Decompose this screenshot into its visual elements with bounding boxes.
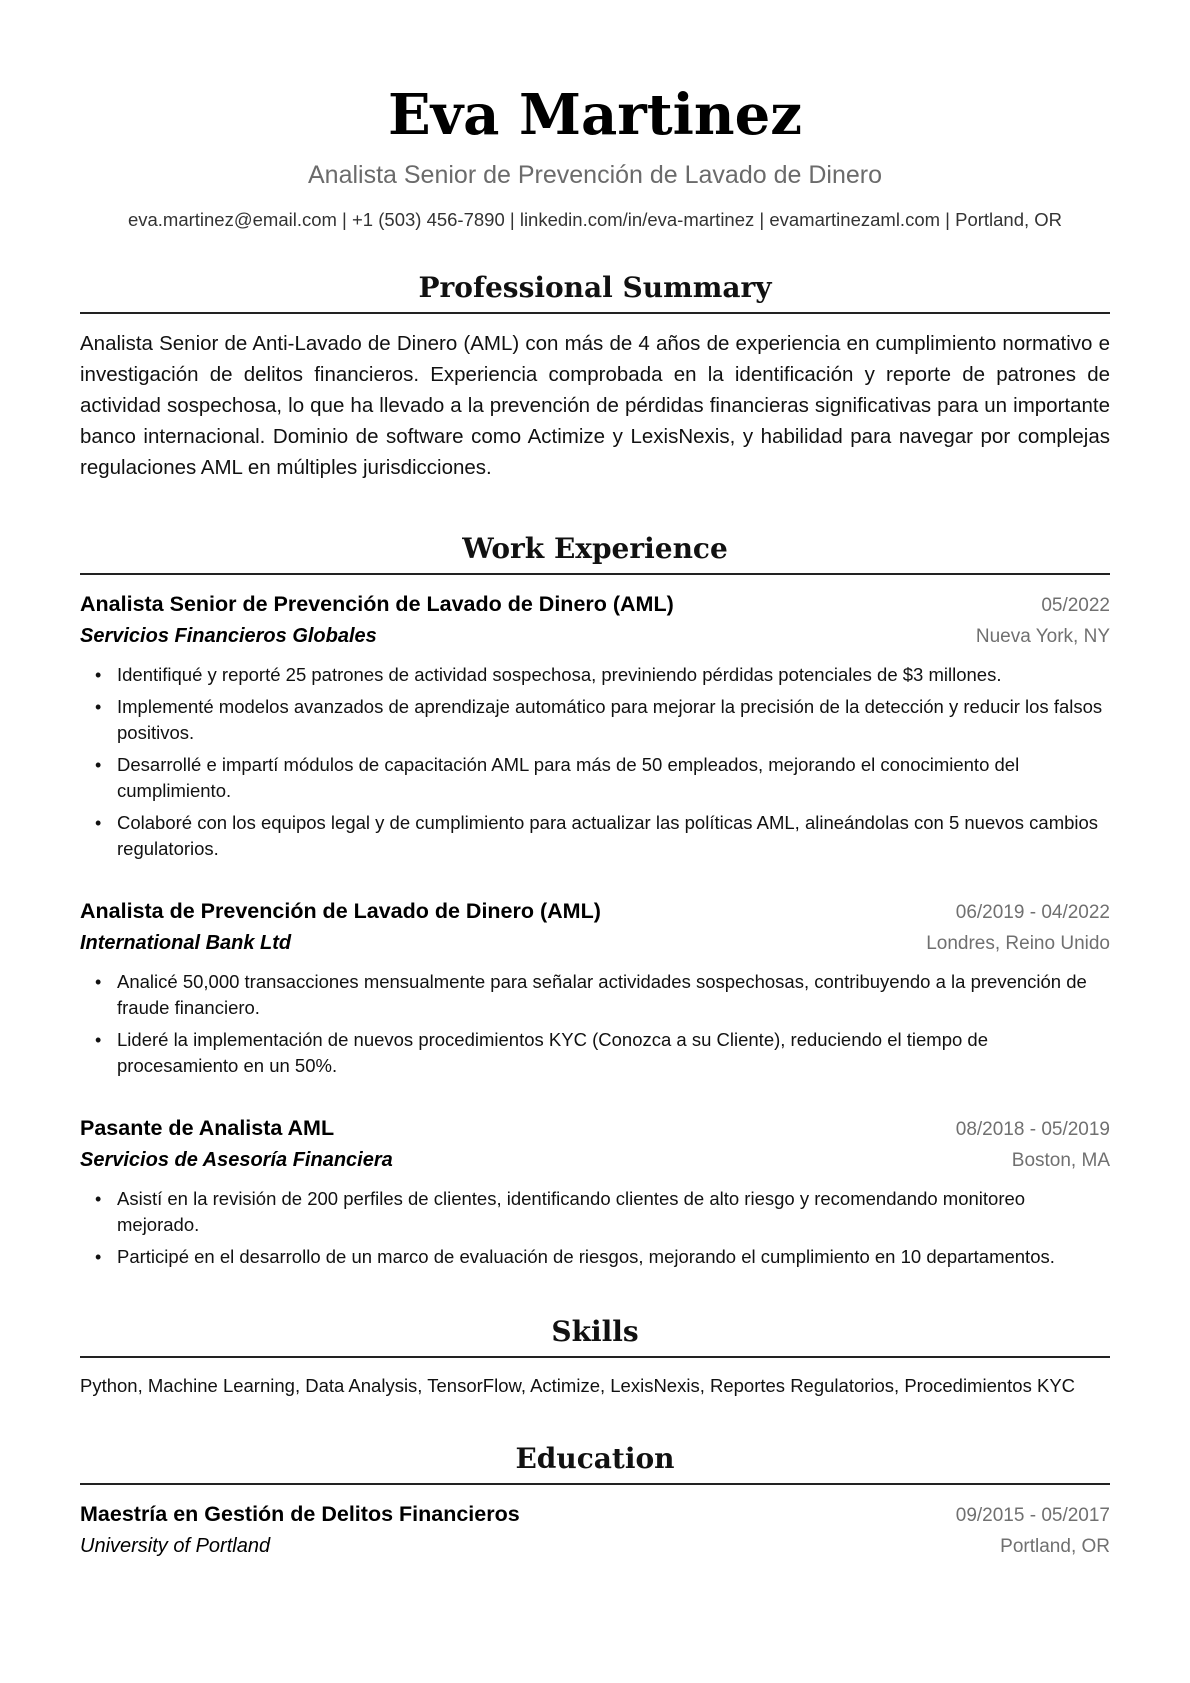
summary-section [80, 270, 1110, 483]
job-entry [80, 1113, 1110, 1270]
job-bullets [80, 1186, 1110, 1270]
job-date: 06/2019 - 04/2022 [955, 902, 1110, 923]
job-bullet: • Implementé modelos avanzados de aprendizaje automático para mejorar la precisión de la detección y reducir los falsos positivos. [80, 694, 1110, 746]
education-section [80, 1441, 1110, 1562]
job-bullets [80, 662, 1110, 862]
job-date: 05/2022 [1041, 595, 1110, 616]
job-role: Analista de Prevención de Lavado de Dinero (AML) [80, 899, 601, 923]
education-date: 09/2015 - 05/2017 [955, 1505, 1110, 1526]
job-location: Boston, MA [1011, 1150, 1110, 1171]
job-company: International Bank Ltd [80, 932, 292, 954]
job-bullet: • Analicé 50,000 transacciones mensualmente para señalar actividades sospechosas, contribuyendo a la prevención de fraude financiero. [80, 969, 1110, 1021]
job-company: Servicios de Asesoría Financiera [80, 1149, 393, 1171]
skills-section [80, 1314, 1110, 1399]
skills-list: Python, Machine Learning, Data Analysis, TensorFlow, Actimize, LexisNexis, Reportes Regulatorios, Procedimientos KYC [80, 1375, 1076, 1396]
job-bullet: • Desarrollé e impartí módulos de capacitación AML para más de 50 empleados, mejorando el conocimiento del cumplimiento. [80, 752, 1110, 804]
job-role: Pasante de Analista AML [80, 1116, 335, 1140]
candidate-title: Analista Senior de Prevención de Lavado de Dinero [308, 161, 882, 189]
job-location: Londres, Reino Unido [926, 933, 1110, 954]
job-entry [80, 896, 1110, 1079]
job-bullet: • Colaboré con los equipos legal y de cumplimiento para actualizar las políticas AML, alineándolas con 5 nuevos cambios regulatorios. [80, 810, 1110, 862]
job-bullet: • Participé en el desarrollo de un marco de evaluación de riesgos, mejorando el cumplimiento en 10 departamentos. [80, 1244, 1110, 1270]
job-company: Servicios Financieros Globales [80, 625, 377, 647]
work-experience-heading: Work Experience [80, 531, 1110, 575]
job-bullet: • Lideré la implementación de nuevos procedimientos KYC (Conozca a su Cliente), reduciendo el tiempo de procesamiento en un 50%. [80, 1027, 1110, 1079]
job-bullet: • Asistí en la revisión de 200 perfiles de clientes, identificando clientes de alto riesgo y recomendando monitoreo mejorado. [80, 1186, 1110, 1238]
education-entry [80, 1499, 1110, 1562]
skills-heading: Skills [80, 1314, 1110, 1358]
job-role: Analista Senior de Prevención de Lavado de Dinero (AML) [80, 592, 674, 616]
job-bullet: • Identifiqué y reporté 25 patrones de actividad sospechosa, previniendo pérdidas potenciales de $3 millones. [80, 662, 1110, 688]
candidate-name: Eva Martinez [387, 82, 803, 148]
summary-text: Analista Senior de Anti-Lavado de Dinero (AML) con más de 4 años de experiencia en cumplimiento normativo e investigación de delitos financieros. Experiencia comprobada en la identificación y reporte de patrones de actividad sospechosa, lo que ha llevado a la prevención de pérdidas financieras significativas para un importante banco internacional. Dominio de software como Actimize y LexisNexis, y habilidad para navegar por complejas regulaciones AML en múltiples jurisdicciones. [80, 332, 1110, 479]
job-date: 08/2018 - 05/2019 [955, 1119, 1110, 1140]
education-heading: Education [80, 1441, 1110, 1485]
education-degree: Maestría en Gestión de Delitos Financieros [80, 1502, 520, 1526]
job-entry [80, 589, 1110, 862]
resume-header [80, 0, 1110, 232]
education-location: Portland, OR [1000, 1536, 1110, 1557]
education-school: University of Portland [80, 1535, 271, 1557]
contact-line: eva.martinez@email.com | +1 (503) 456-7890 | linkedin.com/in/eva-martinez | evamartinezaml.com | Portland, OR [127, 209, 1063, 230]
work-experience-section [80, 531, 1110, 1270]
job-location: Nueva York, NY [975, 626, 1110, 647]
summary-heading: Professional Summary [80, 270, 1110, 314]
job-bullets [80, 969, 1110, 1079]
